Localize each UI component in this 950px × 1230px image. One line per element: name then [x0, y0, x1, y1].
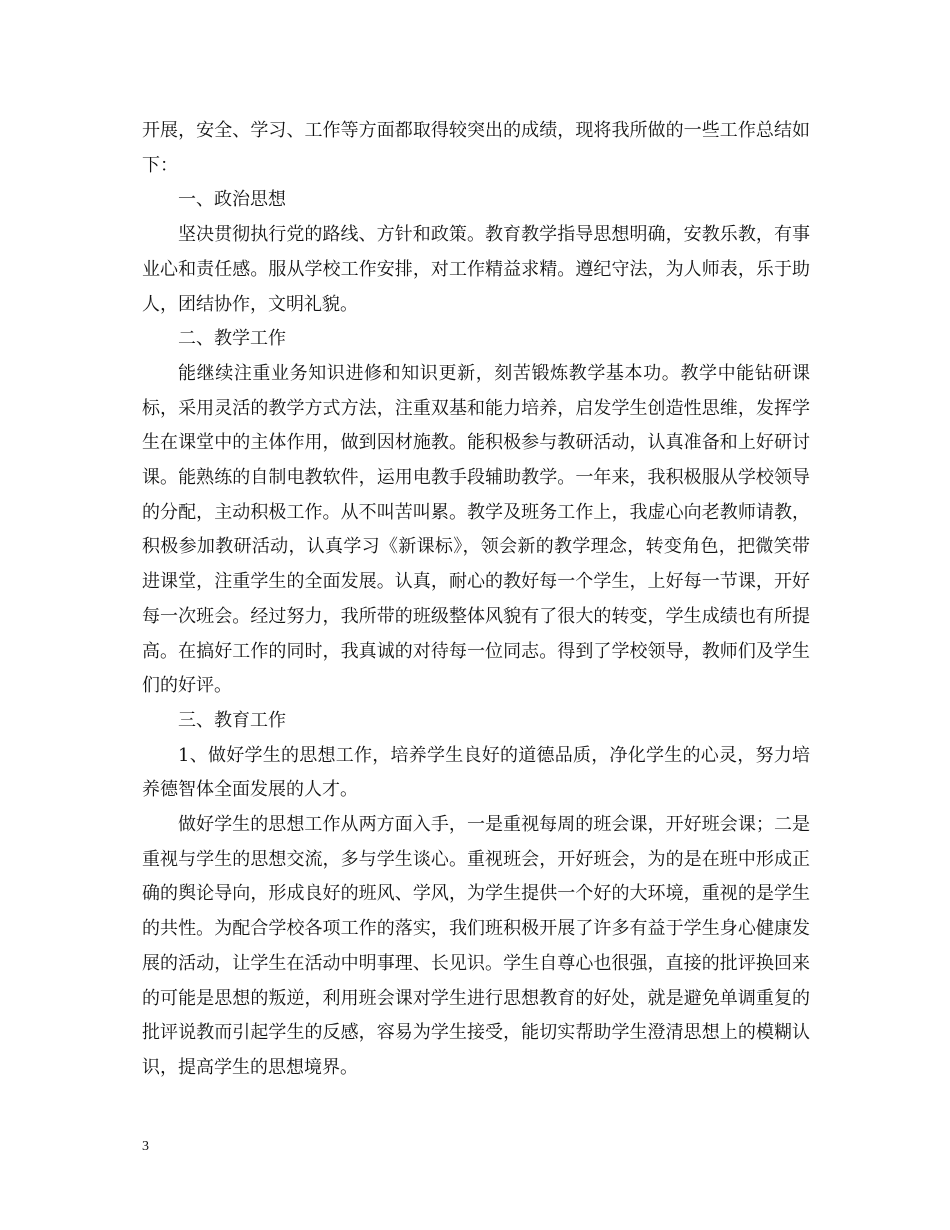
section-paragraph-politics: 坚决贯彻执行党的路线、方针和政策。教育教学指导思想明确，安教乐教，有事业心和责任感。服从学校工作安排，对工作精益求精。遵纪守法，为人师表，乐于助人，团结协作，文明礼貌。 — [142, 224, 810, 315]
opening-paragraph: 开展，安全、学习、工作等方面都取得较突出的成绩，现将我所做的一些工作总结如下： — [142, 120, 810, 176]
section-list-item-1: 1、做好学生的思想工作，培养学生良好的道德品质，净化学生的心灵，努力培养德智体全面发展的人才。 — [142, 744, 810, 801]
document-body — [142, 114, 810, 1086]
section-paragraph-teaching: 能继续注重业务知识进修和知识更新，刻苦锻炼教学基本功。教学中能钻研课标，采用灵活的教学方式方法，注重双基和能力培养，启发学生创造性思维，发挥学生在课堂中的主体作用，做到因材施教。能积极参与教研活动，认真准备和上好研讨课。能熟练的自制电教软件，运用电教手段辅助教学。一年来，我积极服从学校领导的分配，主动积极工作。从不叫苦叫累。教学及班务工作上，我虚心向老教师请教，积极参加教研活动，认真学习《新课标》，领会新的教学理念，转变角色，把微笑带进课堂，注重学生的全面发展。认真，耐心的教好每一个学生，上好每一节课，开好每一次班会。经过努力，我所带的班级整体风貌有了很大的转变，学生成绩也有所提高。在搞好工作的同时，我真诚的对待每一位同志。得到了学校领导，教师们及学生们的好评。 — [142, 362, 810, 697]
section-heading-politics: 一、政治思想 — [178, 189, 286, 211]
section-heading-teaching: 二、教学工作 — [178, 328, 286, 350]
section-paragraph-education: 做好学生的思想工作从两方面入手，一是重视每周的班会课，开好班会课；二是重视与学生的思想交流，多与学生谈心。重视班会，开好班会，为的是在班中形成正确的舆论导向，形成良好的班风、学风，为学生提供一个好的大环境，重视的是学生的共性。为配合学校各项工作的落实，我们班积极开展了许多有益于学生身心健康发展的活动，让学生在活动中明事理、长见识。学生自尊心也很强，直接的批评换回来的可能是思想的叛逆，利用班会课对学生进行思想教育的好处，就是避免单调重复的批评说教而引起学生的反感，容易为学生接受，能切实帮助学生澄清思想上的模糊认识，提高学生的思想境界。 — [142, 814, 810, 1078]
page-number: 3 — [142, 1139, 149, 1154]
section-heading-education: 三、教育工作 — [178, 709, 286, 731]
